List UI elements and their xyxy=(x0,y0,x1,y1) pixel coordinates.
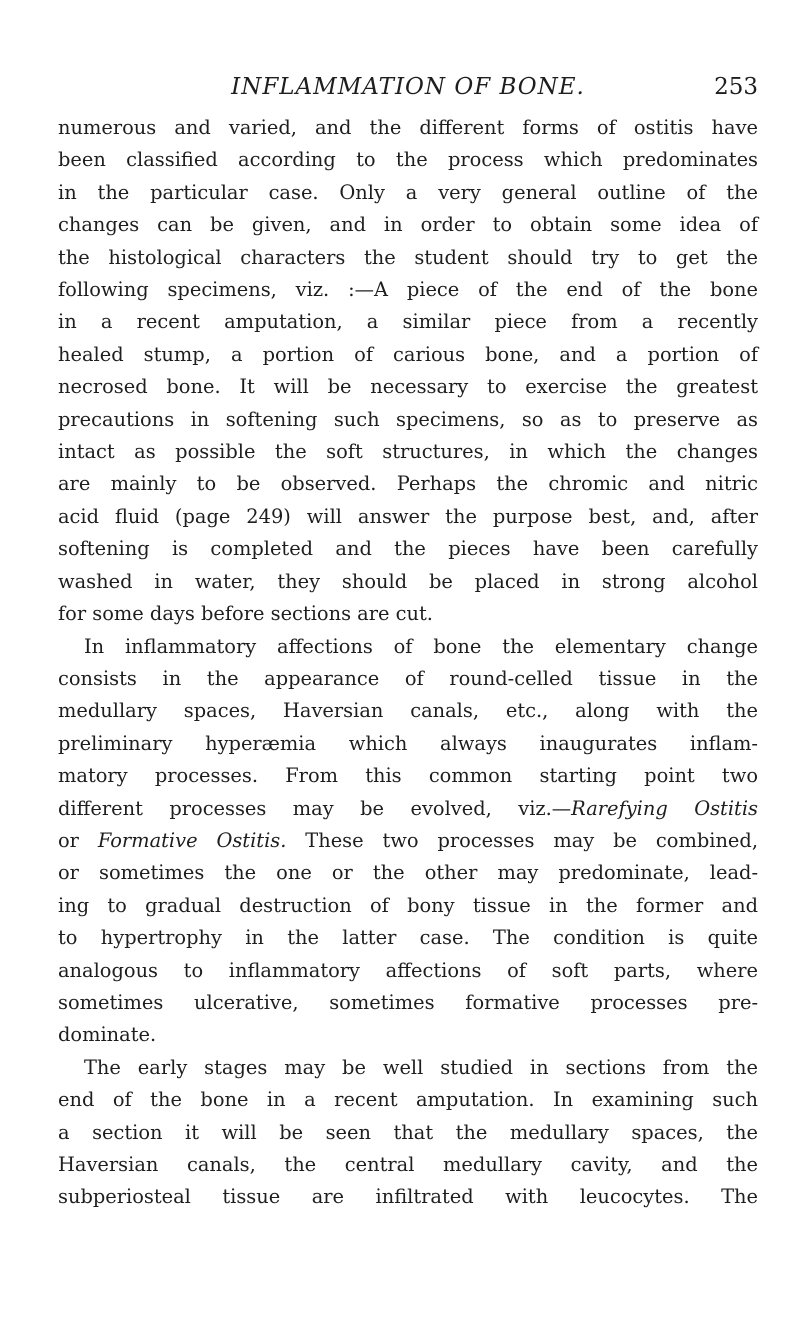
italic-term-rarefying-ostitis: Rarefying Ostitis xyxy=(571,796,758,820)
text-line: sometimes ulcerative, sometimes formative processes pre- xyxy=(58,990,758,1014)
text-line: preliminary hyperæmia which always inaugurates inflam- xyxy=(58,731,758,755)
text-line: been classified according to the process which predominates xyxy=(58,148,758,172)
text-line: healed stump, a portion of carious bone, and a portion of xyxy=(58,342,758,366)
text-line: changes can be given, and in order to obtain some idea of xyxy=(58,213,758,237)
text-line: subperiosteal tissue are infiltrated with leucocytes. The xyxy=(58,1185,758,1209)
text-line: acid fluid (page 249) will answer the purpose best, and, after xyxy=(58,504,758,528)
text-line: numerous and varied, and the different forms of ostitis have xyxy=(58,116,758,139)
text-line: to hypertrophy in the latter case. The condition is quite xyxy=(58,926,758,950)
text-line: analogous to inflammatory affections of soft parts, where xyxy=(58,958,758,982)
text-line: intact as possible the soft structures, in which the changes xyxy=(58,440,758,464)
text-line: are mainly to be observed. Perhaps the chromic and nitric xyxy=(58,472,758,496)
text-line: softening is completed and the pieces have been carefully xyxy=(58,537,758,561)
text-line: or sometimes the one or the other may predominate, lead- xyxy=(58,861,758,885)
text-line: medullary spaces, Haversian canals, etc., along with the xyxy=(58,699,758,723)
text-line: in the particular case. Only a very general outline of the xyxy=(58,180,758,204)
text-fragment: different processes may be evolved, viz.— xyxy=(58,796,572,820)
text-line: dominate. xyxy=(58,1023,157,1047)
text-line: a section it will be seen that the medullary spaces, the xyxy=(58,1120,758,1144)
text-line-mixed xyxy=(58,825,758,857)
text-line: for some days before sections are cut. xyxy=(58,602,433,626)
page-number: 253 xyxy=(714,74,758,100)
text-line: washed in water, they should be placed in strong alcohol xyxy=(58,569,758,593)
text-line: necrosed bone. It will be necessary to exercise the greatest xyxy=(58,375,758,399)
text-line: In inflammatory affections of bone the elementary change xyxy=(84,634,758,658)
text-line: matory processes. From this common starting point two xyxy=(58,764,758,788)
text-line: consists in the appearance of round-celled tissue in the xyxy=(58,666,758,690)
running-head xyxy=(58,70,758,104)
text-line-mixed xyxy=(58,793,758,825)
text-fragment: These two processes may be combined, xyxy=(305,828,758,852)
body-text xyxy=(58,112,758,1214)
text-fragment: or xyxy=(58,828,79,852)
text-line: ing to gradual destruction of bony tissue in the former and xyxy=(58,893,758,917)
text-line: precautions in softening such specimens, so as to preserve as xyxy=(58,407,758,431)
text-line: the histological characters the student should try to get the xyxy=(58,245,758,269)
text-line: The early stages may be well studied in sections from the xyxy=(84,1055,758,1079)
text-line: in a recent amputation, a similar piece from a recently xyxy=(58,310,758,334)
text-line: following specimens, viz. :—A piece of the end of the bone xyxy=(58,278,758,302)
italic-term-formative-ostitis: Formative Ostitis. xyxy=(97,828,287,852)
running-head-title: INFLAMMATION OF BONE. xyxy=(231,74,585,100)
text-line: Haversian canals, the central medullary cavity, and the xyxy=(58,1153,758,1176)
text-line: end of the bone in a recent amputation. In examining such xyxy=(58,1088,758,1112)
